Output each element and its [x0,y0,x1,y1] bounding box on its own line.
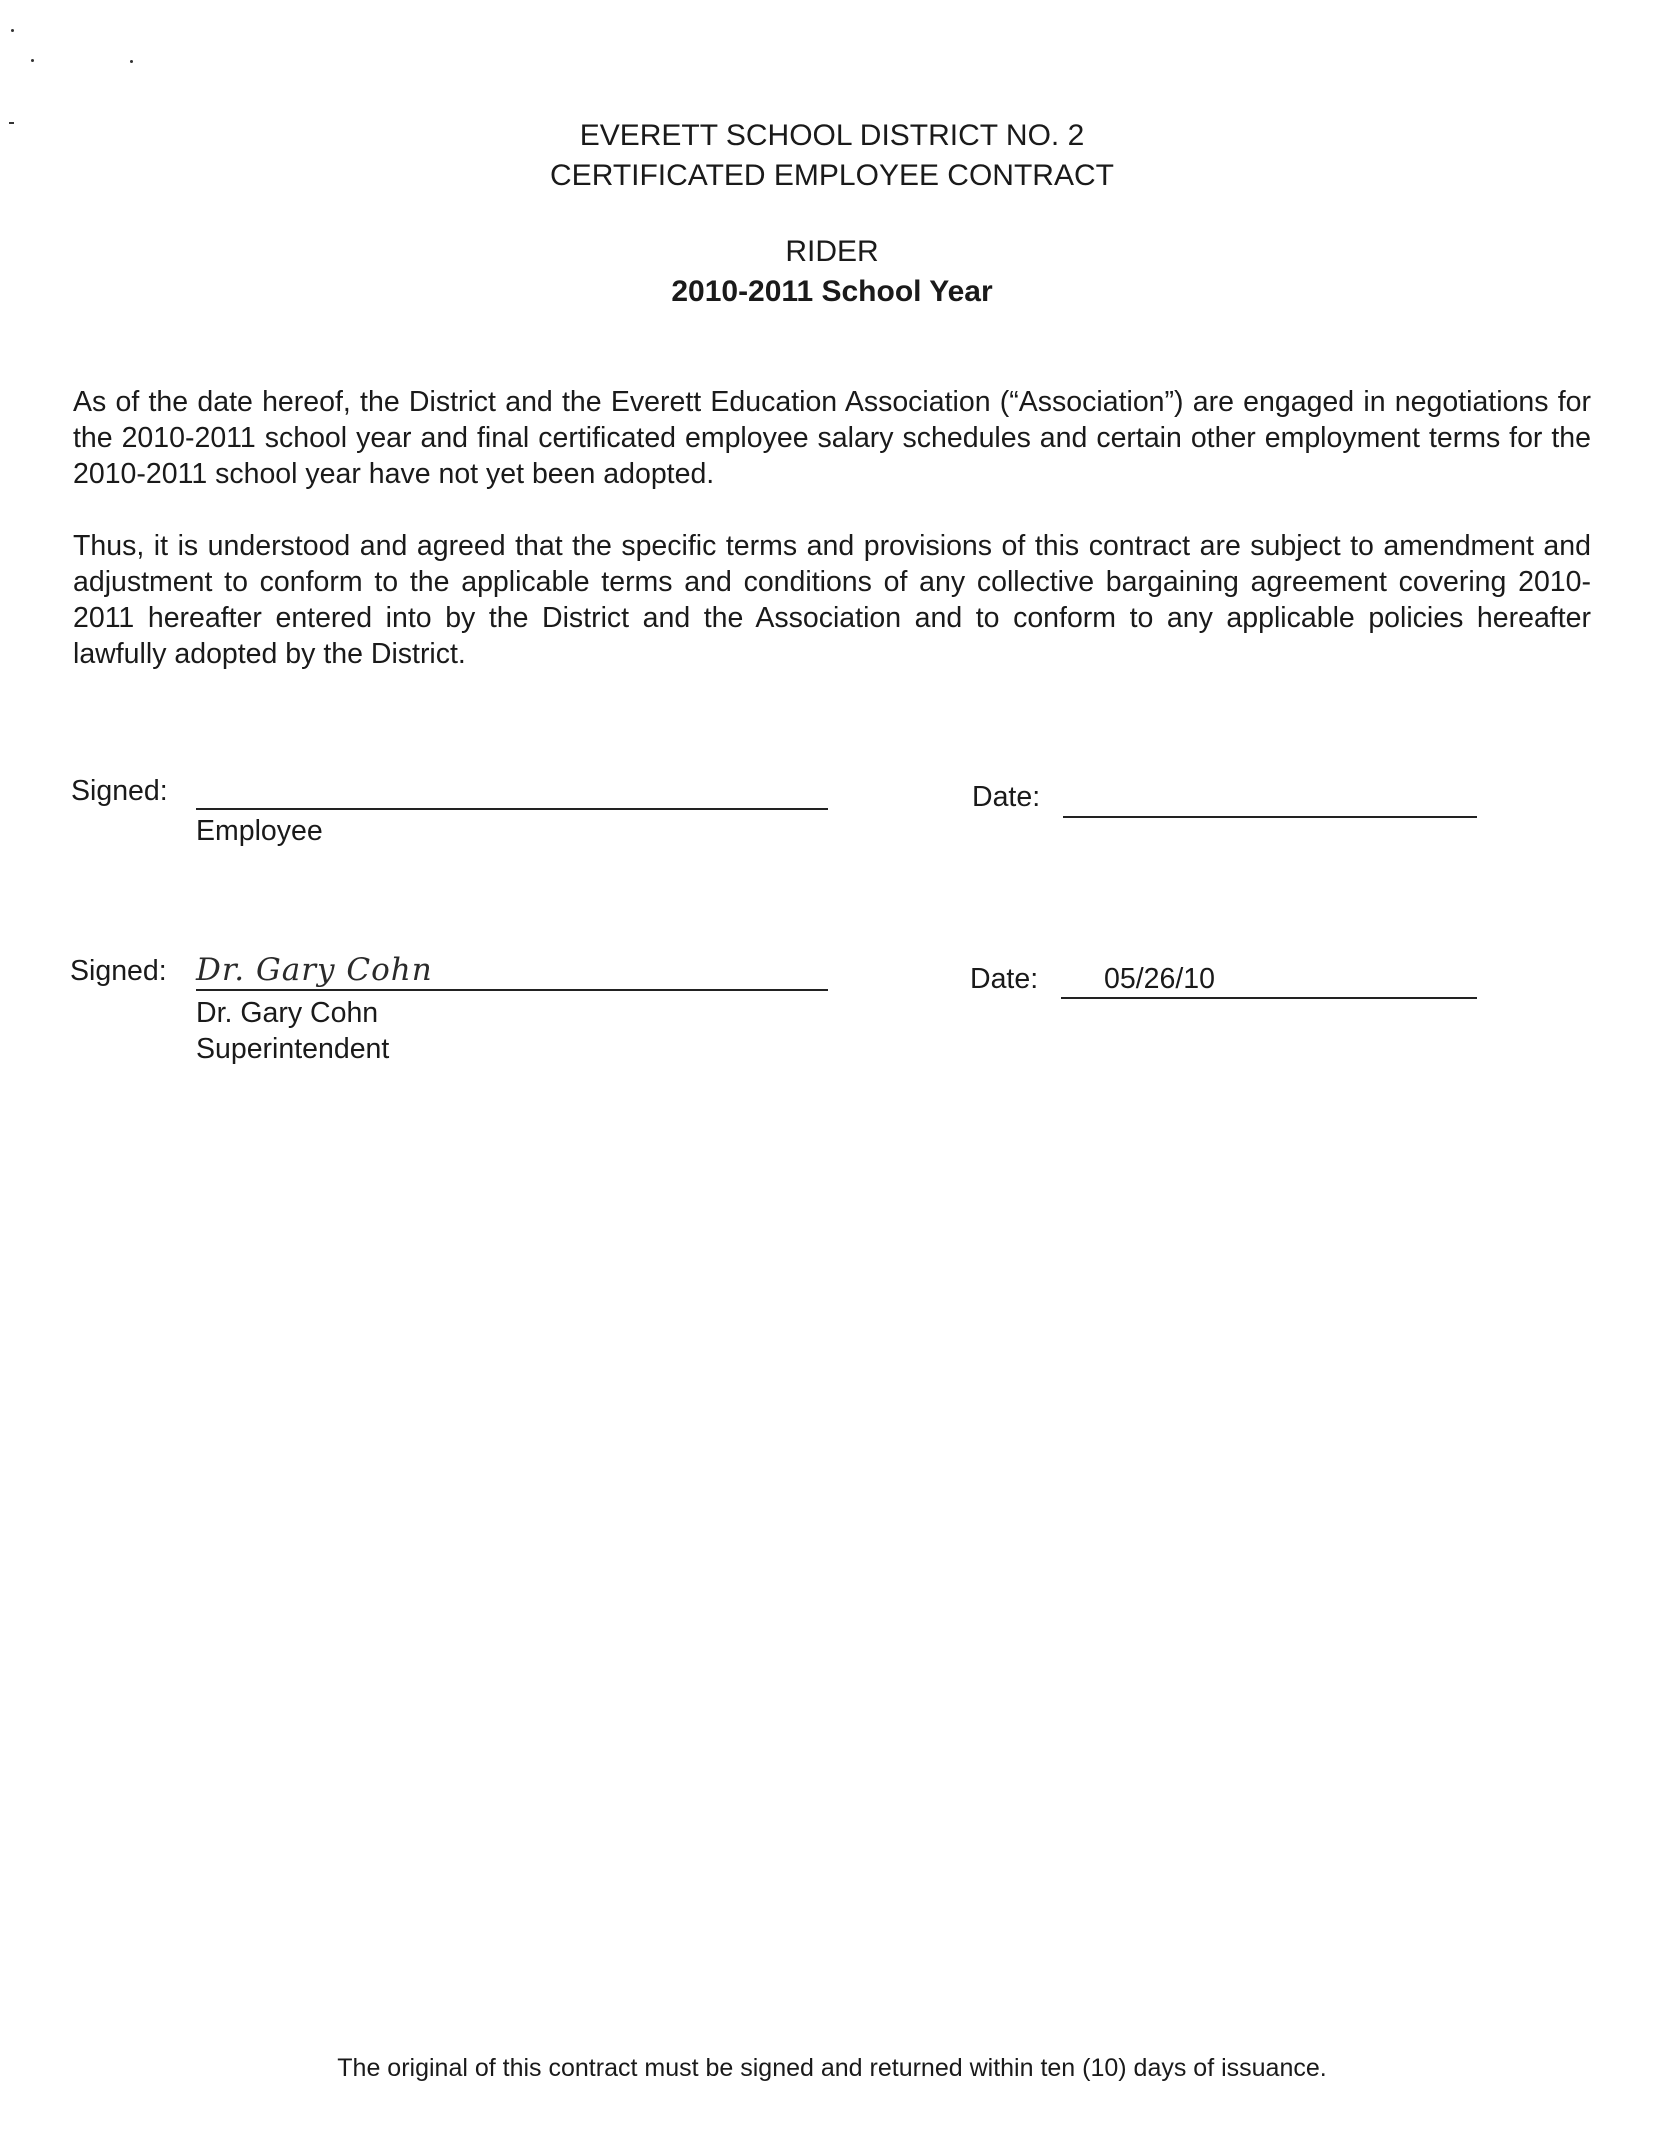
return-notice: The original of this contract must be signed and returned within ten (10) days of issuance. [337,2054,1327,2082]
superintendent-handwritten-signature: Dr. Gary Cohn [196,952,433,988]
paragraph-negotiations: As of the date hereof, the District and the Everett Education Association (“Association”) are engaged in negotiations for the 2010-2011 school year and final certificated employee salary schedules and certain other employment terms for the 2010-2011 school year have not yet been adopted. [73,386,1591,490]
superintendent-signature-line [196,989,828,991]
superintendent-signed-label: Signed: [70,955,167,987]
school-year: 2010-2011 School Year [671,275,993,308]
district-name: EVERETT SCHOOL DISTRICT NO. 2 [579,119,1085,152]
rider-header [0,232,1664,312]
employee-signed-label: Signed: [71,775,168,807]
superintendent-name: Dr. Gary Cohn [196,997,379,1029]
superintendent-date-value: 05/26/10 [1104,963,1215,995]
scan-speck [130,60,133,63]
contract-type: CERTIFICATED EMPLOYEE CONTRACT [550,159,1114,192]
superintendent-date-label: Date: [970,963,1039,995]
superintendent-date-line [1061,997,1477,999]
scan-speck [11,29,14,32]
paragraph-agreement: Thus, it is understood and agreed that the specific terms and provisions of this contract are subject to amendment and adjustment to conform to the applicable terms and conditions of any collective bargaining agreement covering 2010-2011 hereafter entered into by the District and the Association and to conform to any applicable policies hereafter lawfully adopted by the District. [73,530,1591,670]
employee-date-label: Date: [972,781,1041,813]
document-header [0,116,1664,196]
rider-title: RIDER [785,235,879,268]
employee-role-label: Employee [196,815,323,847]
superintendent-title: Superintendent [196,1033,390,1065]
employee-date-line[interactable] [1063,816,1477,818]
scan-speck [31,59,34,62]
employee-signature-line[interactable] [196,808,828,810]
